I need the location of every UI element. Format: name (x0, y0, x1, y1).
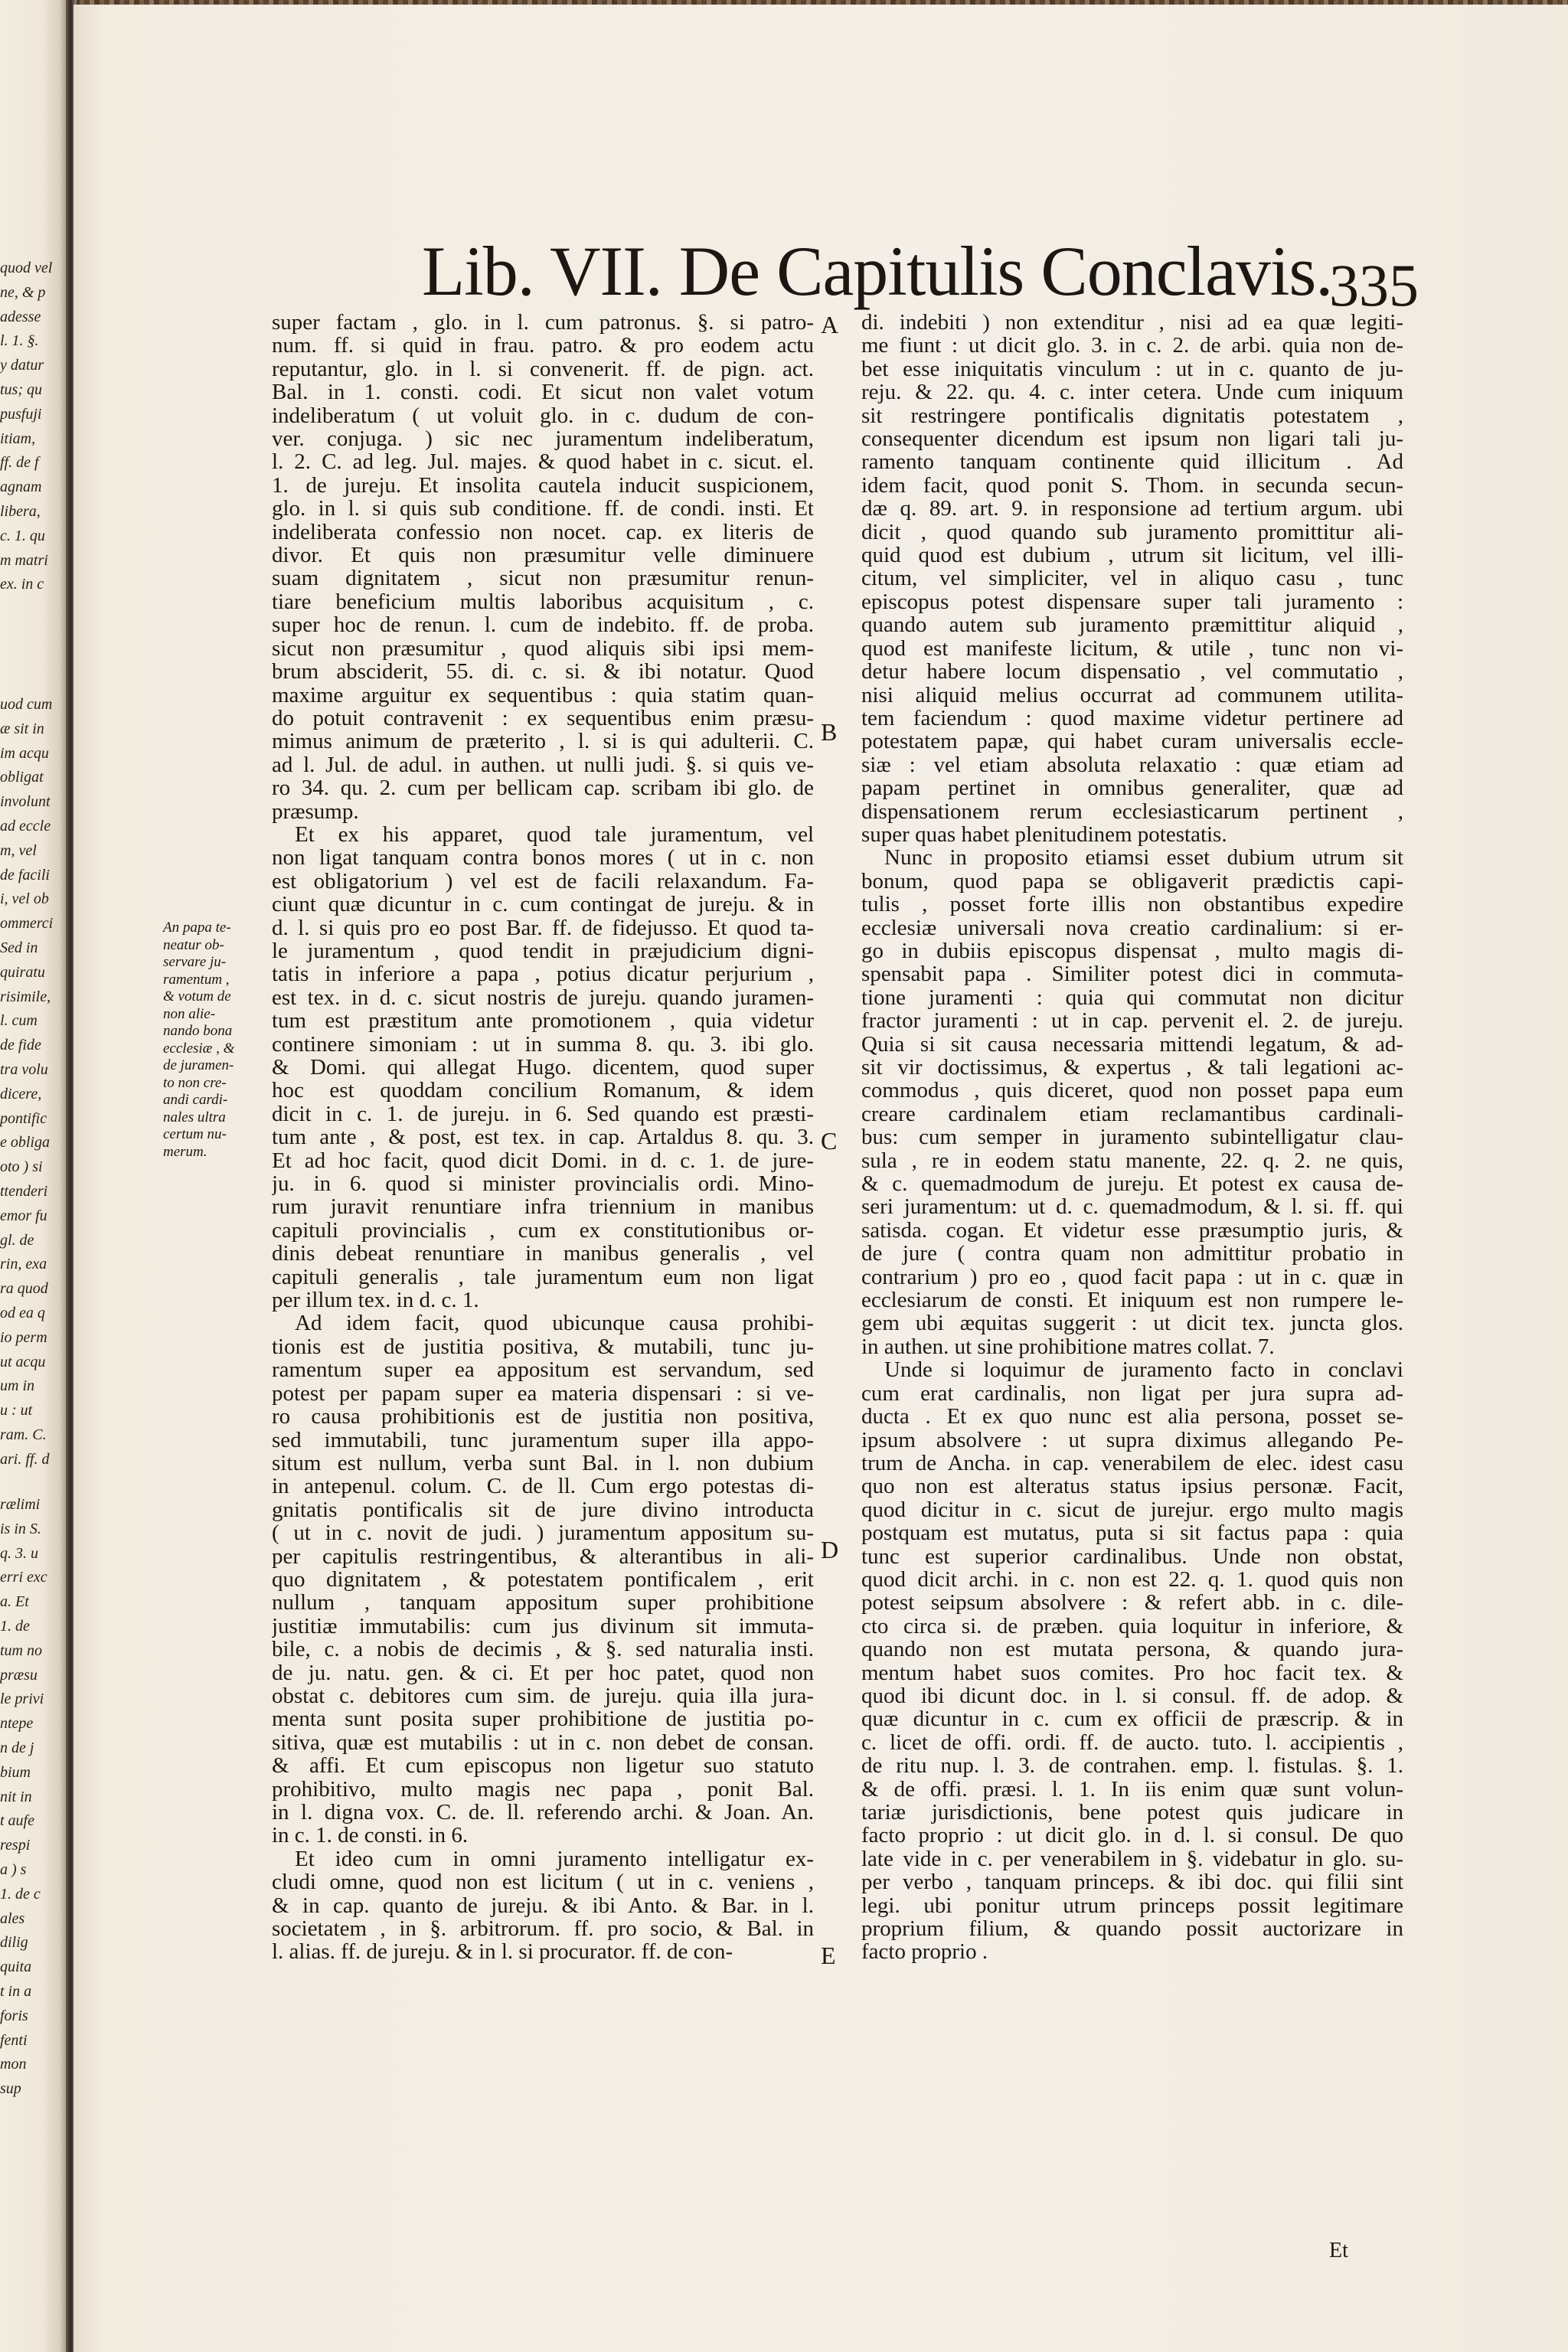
text-line: tatis in inferiore a papa , potius dicatur perjurium , (272, 962, 814, 986)
facing-page-fragment: ram. C. (0, 1426, 47, 1443)
text-line: dicit , quod quando sub juramento promittitur ali- (861, 520, 1403, 544)
facing-page-fragment: ari. ff. d (0, 1450, 50, 1468)
text-line: le juramentum , quod tendit in præjudicium digni- (272, 939, 814, 963)
text-line: dicit in c. 1. de jureju. in 6. Sed quando est præsti- (272, 1102, 814, 1126)
text-line: ramentum super ea appositum est servandum, sed (272, 1358, 814, 1382)
text-line: maxime arguitur ex sequentibus : quia statim quan- (272, 683, 814, 707)
facing-page-fragment: foris (0, 2007, 28, 2024)
text-line: trum de Ancha. in cap. venerabilem de elec. idest casu (861, 1451, 1403, 1475)
page-number: 335 (1329, 252, 1419, 318)
text-line: facto proprio . (861, 1940, 988, 1964)
text-line: consequenter dicendum est ipsum non ligari tali ju- (861, 427, 1403, 451)
facing-page-fragment: emor fu (0, 1207, 47, 1224)
text-line: hoc est quoddam concilium Romanum, & idem (272, 1079, 814, 1102)
facing-page-fragment: i, vel ob (0, 890, 49, 908)
text-line: ecclesiarum de consti. Et iniquum est non rumpere le- (861, 1289, 1403, 1312)
text-line: mentum habet suos comites. Pro hoc facit tex. & (861, 1661, 1403, 1684)
text-line: quod ibi dicunt doc. in l. si consul. ff. de adop. & (861, 1684, 1403, 1708)
text-line: sicut non præsumitur , quod aliquis sibi ipsi mem- (272, 636, 814, 661)
text-line: num. ff. si quid in frau. patro. & pro eodem actu (272, 334, 814, 358)
text-line: ju. in 6. quod si minister provincialis ordi. Mino- (272, 1172, 814, 1196)
facing-page-edge (0, 0, 70, 2352)
facing-page-fragment: oto ) si (0, 1158, 43, 1176)
marginal-note-line: certum nu- (163, 1126, 227, 1142)
marginal-note-line: nando bona (163, 1023, 233, 1039)
text-line: glo. in l. si quis sub conditione. ff. de condi. insti. Et (272, 497, 814, 521)
text-line: in c. 1. de consti. in 6. (272, 1824, 469, 1847)
text-line: continere simoniam : ut in summa 8. qu. 3. ibi glo. (272, 1032, 814, 1056)
text-line: cludi omne, quod non est licitum ( ut in c. veniens , (272, 1870, 814, 1894)
text-line: quæ dicuntur in c. cum ex officii de præscrip. & in (861, 1707, 1403, 1731)
facing-page-fragment: e obliga (0, 1134, 50, 1152)
text-line: ( ut in c. novit de judi. ) juramentum appositum su- (272, 1521, 814, 1545)
text-line: facto proprio : ut dicit glo. in d. l. si consul. De quo (861, 1824, 1403, 1847)
text-line: potest per papam super ea materia dispensari : si ve- (272, 1381, 814, 1406)
facing-page-fragment: ales (0, 1909, 25, 1927)
facing-page-fragment: præsu (0, 1666, 38, 1684)
text-line: tunc est superior cardinalibus. Unde non obstat, (861, 1544, 1403, 1568)
text-line: suam dignitatem , sicut non præsumitur renun- (272, 567, 814, 590)
facing-page-fragment: mon (0, 2056, 27, 2073)
text-line: quod dicit archi. in c. non est 22. q. 1. quod quis non (861, 1567, 1403, 1592)
text-line: mimus animum de præterito , l. si is qui adulterii. C. (272, 730, 814, 753)
text-line: dæ q. 89. art. 9. in responsione ad tertium argum. ubi (861, 497, 1403, 521)
marginal-note-line: servare ju- (163, 954, 227, 970)
text-line: quod dicitur in c. sicut de jurejur. ergo multo magis (861, 1498, 1403, 1522)
facing-page-fragment: ut acqu (0, 1353, 46, 1370)
text-line: sit vir doctissimus, & expertus , & tali legationi ac- (861, 1056, 1403, 1080)
text-line: l. 2. C. ad leg. Jul. majes. & quod habet in c. sicut. el. (272, 450, 814, 474)
text-line: ro 34. qu. 2. cum per bellicam cap. scribam ibi glo. de (272, 776, 814, 800)
facing-page-fragment: ff. de f (0, 454, 39, 472)
facing-page-fragment: quod vel (0, 260, 53, 276)
text-line: papam pertinet in omnibus generaliter, quæ ad (861, 776, 1403, 800)
book-page (74, 5, 1568, 2352)
text-line: & c. quemadmodum de jureju. Et potest ex causa de- (861, 1172, 1403, 1196)
marginal-note-line: nales ultra (163, 1109, 226, 1125)
text-line: do potuit contravenit : ex sequentibus enim præsu- (272, 706, 814, 730)
text-line: brum absciderit, 55. di. c. si. & ibi notatur. Quod (272, 660, 814, 684)
facing-page-fragment: 1. de (0, 1618, 30, 1635)
text-line: obstat c. debitores cum sim. de jureju. quia illa jura- (272, 1684, 814, 1708)
marginal-note-line: merum. (163, 1143, 207, 1160)
facing-page-fragment: m, vel (0, 841, 37, 859)
text-line: nisi aliquid melius occurrat ad communem utilita- (861, 683, 1403, 707)
text-line: d. l. si quis pro eo post Bar. ff. de fidejusso. Et quod ta- (272, 916, 814, 939)
facing-page-fragment: rin, exa (0, 1256, 47, 1273)
text-line: & in cap. quanto de jureju. & ibi Anto. & Bar. in l. (272, 1893, 814, 1918)
text-line: de jure ( contra quam non admittitur probatio in (861, 1242, 1403, 1266)
text-line: Ad idem facit, quod ubicunque causa prohibi- (295, 1312, 814, 1335)
text-line: late vide in c. per venerabilem in §. videbatur in glo. su- (861, 1847, 1403, 1871)
section-marker-b: B (821, 718, 838, 746)
text-line: satisda. cogan. Et videtur esse præsumptio juris, & (861, 1218, 1403, 1243)
text-line: indeliberatum ( ut voluit glo. in c. dudum de con- (272, 403, 814, 428)
text-line: me fiunt : ut dicit glo. 3. in c. 2. de arbi. quia non de- (861, 334, 1403, 358)
text-line: quid quod est dubium , utrum sit licitum, vel illi- (861, 544, 1403, 567)
facing-page-fragment: rælimi (0, 1496, 41, 1513)
text-line: tum est præstitum ante promotionem , quia videtur (272, 1009, 814, 1033)
facing-page-fragment: m matri (0, 551, 48, 569)
marginal-note-line: ecclesiæ , & (163, 1040, 235, 1057)
facing-page-fragment: erri exc (0, 1569, 47, 1586)
text-line: rum juravit renuntiare infra triennium in manibus (272, 1195, 814, 1219)
text-line: Bal. in 1. consti. codi. Et sicut non valet votum (272, 381, 814, 404)
facing-page-fragment: adesse (0, 308, 41, 325)
text-line: tiare beneficium multis laboribus acquisitum , c. (272, 590, 814, 614)
marginal-note-line: An papa te- (163, 920, 231, 936)
facing-page-fragment: quita (0, 1958, 32, 1976)
text-line: non ligat tanquam contra bonos mores ( ut in c. non (272, 846, 814, 870)
text-line: cum erat cardinalis, non ligat per jura supra ad- (861, 1381, 1403, 1406)
text-line: quo non est alteratus status ipsius personæ. Facit, (861, 1475, 1403, 1498)
facing-page-fragment: is in S. (0, 1520, 41, 1537)
text-line: c. licet de offi. ordi. ff. de aucto. tuto. l. accipientis , (861, 1730, 1403, 1755)
text-line: divor. Et quis non præsumitur velle diminuere (272, 544, 814, 567)
text-line: detur habere locum dispensatio , vel commutatio , (861, 660, 1403, 684)
section-marker-a: A (821, 311, 839, 338)
text-line: indeliberata confessio non nocet. cap. ex literis de (272, 520, 814, 544)
text-line: super quas habet plenitudinem potestatis. (861, 822, 1227, 847)
facing-page-fragment: ttenderi (0, 1183, 48, 1200)
facing-page-fragment: nit in (0, 1788, 32, 1805)
text-line: Et ad hoc facit, quod dicit Domi. in d. c. 1. de jure- (272, 1148, 814, 1173)
facing-page-fragment: tus; qu (0, 381, 42, 398)
facing-page-fragment: quiratu (0, 963, 45, 981)
text-line: ro causa prohibitionis est de justitia non positiva, (272, 1405, 814, 1429)
text-line: tum ante , & post, est tex. in cap. Artaldus 8. qu. 3. (272, 1125, 814, 1149)
text-line: in l. digna vox. C. de. ll. referendo archi. & Joan. An. (272, 1801, 814, 1824)
text-line: siæ : vel etiam absoluta relaxatio : quæ etiam ad (861, 753, 1403, 777)
text-line: ecclesiæ universali nova creatio cardinalium: si er- (861, 916, 1403, 939)
text-line: societatem , in §. arbitrorum. ff. pro socio, & Bal. in (272, 1917, 814, 1941)
facing-page-fragment: pontific (0, 1109, 47, 1127)
facing-page-fragment: um in (0, 1377, 34, 1395)
facing-page-fragment: agnam (0, 479, 42, 496)
facing-page-fragment: t aufe (0, 1812, 34, 1830)
text-line: Nunc in proposito etiamsi esset dubium utrum sit (884, 846, 1403, 870)
text-line: postquam est mutatus, puta si sit factus papa : quia (861, 1521, 1403, 1545)
facing-page-fragment: de fide (0, 1037, 41, 1054)
text-line: tariæ jurisdictionis, bene potest quis judicare in (861, 1801, 1403, 1824)
text-line: legi. ubi ponitur utrum princeps possit legitimare (861, 1893, 1403, 1918)
text-line: est tex. in d. c. sicut nostris de jureju. quando juramen- (272, 985, 814, 1010)
text-line: tione juramenti : quia qui commutat non dicitur (861, 985, 1403, 1010)
section-marker-d: D (821, 1536, 839, 1563)
facing-page-fragment: q. 3. u (0, 1544, 38, 1562)
facing-page-fragment: im acqu (0, 744, 49, 762)
text-line: per capitulis restringentibus, & alterantibus in ali- (272, 1544, 814, 1568)
facing-page-fragment: dicere, (0, 1085, 42, 1102)
text-line: menta sunt posita super prohibitione de justitia po- (272, 1707, 814, 1731)
text-line: ad l. Jul. de adul. in authen. ut nulli judi. §. si quis ve- (272, 753, 814, 777)
running-head: Lib. VII. De Capitulis Conclavis. (422, 232, 1333, 310)
marginal-note-line: neatur ob- (163, 936, 224, 953)
facing-page-fragment: pusfuji (0, 405, 42, 423)
text-line: Et ex his apparet, quod tale juramentum, vel (295, 822, 814, 847)
text-line: episcopus potest dispensare super tali juramento : (861, 590, 1403, 614)
facing-page-fragment: le privi (0, 1690, 44, 1708)
facing-page-fragment: u : ut (0, 1402, 33, 1419)
text-line: in antepenul. colum. C. de ll. Cum ergo potestas di- (272, 1475, 814, 1498)
text-line: creare cardinalem etiam reclamantibus cardinali- (861, 1102, 1403, 1126)
text-line: Et ideo cum in omni juramento intelligatur ex- (295, 1847, 814, 1871)
text-line: bile, c. a nobis de decimis , & §. sed naturalia insti. (272, 1638, 814, 1661)
facing-page-fragment: Sed in (0, 939, 38, 956)
facing-page-fragment: 1. de c (0, 1885, 41, 1903)
text-line: bonum, quod papa se obligaverit prædictis capi- (861, 869, 1403, 893)
text-line: dinis debeat renuntiare in manibus generalis , vel (272, 1242, 814, 1266)
text-line: nullum , tanquam appositum super prohibitione (272, 1591, 814, 1615)
facing-page-fragment: ra quod (0, 1280, 48, 1298)
facing-page-fragment: l. 1. §. (0, 332, 39, 350)
section-marker-e: E (821, 1942, 836, 1969)
facing-page-fragment: æ sit in (0, 720, 44, 737)
facing-page-fragment: y datur (0, 357, 44, 374)
text-line: capituli provincialis , cum ex constitutionibus or- (272, 1218, 814, 1243)
text-line: est obligatorium ) vel est de facili relaxandum. Fa- (272, 869, 814, 893)
text-line: tionis est de justitia positiva, & mutabili, tunc ju- (272, 1334, 814, 1359)
facing-page-fragment: l. cum (0, 1012, 38, 1030)
text-line: & Domi. qui allegat Hugo. dicentem, quod super (272, 1056, 814, 1080)
text-line: potestatem papæ, qui habet curam universalis eccle- (861, 730, 1403, 753)
text-line: citum, vel simpliciter, vel in aliquo casu , tunc (861, 567, 1403, 590)
section-marker-c: C (821, 1127, 838, 1155)
facing-page-fragment: a ) s (0, 1861, 27, 1878)
text-line: reju. & 22. qu. 4. c. inter cetera. Unde cum iniquum (861, 381, 1403, 404)
text-line: & affi. Et cum episcopus non ligetur suo statuto (272, 1754, 814, 1778)
facing-page-fragment: a. Et (0, 1593, 29, 1611)
text-line: quando non est mutata persona, & quando jura- (861, 1638, 1403, 1661)
facing-page-fragment: bium (0, 1763, 31, 1781)
text-line: quo dignitatem , & potestatem pontificalem , erit (272, 1567, 814, 1592)
text-line: dispensationem rerum ecclesiasticarum pertinent , (861, 799, 1403, 823)
text-line: ver. conjuga. ) sic nec juramentum indeliberatum, (272, 427, 814, 451)
text-line: per verbo , tanquam princeps. & ibi doc. qui filii sint (861, 1870, 1403, 1894)
text-line: gem ubi æquitas suggerit : ut dicit tex. juncta glos. (861, 1312, 1403, 1335)
facing-page-fragment: n de j (0, 1740, 34, 1756)
catchword: Et (1329, 2239, 1348, 2262)
marginal-note-line: andi cardi- (163, 1092, 228, 1108)
facing-page-fragment: uod cum (0, 696, 53, 713)
text-line: ipsum absolvere : ut supra diximus allegando Pe- (861, 1428, 1403, 1452)
facing-page-fragment: ntepe (0, 1715, 34, 1733)
text-line: per illum tex. in d. c. 1. (272, 1289, 479, 1312)
text-line: prohibitivo, multo magis nec papa , ponit Bal. (272, 1777, 814, 1801)
text-line: tem faciendum : quod maxime videtur pertinere ad (861, 706, 1403, 730)
facing-page-fragment: od ea q (0, 1305, 45, 1321)
text-line: cto circa si. de præben. quia loquitur in inferiore, & (861, 1614, 1403, 1638)
text-line: ducta . Et ex quo nunc est alia persona, posset se- (861, 1405, 1403, 1429)
right-column (861, 311, 1403, 1964)
facing-page-fragment: involunt (0, 793, 51, 811)
left-column (272, 311, 814, 1964)
marginal-note-line: & votum de (163, 988, 231, 1004)
text-line: bet esse iniquitatis vinculum : ut in c. quanto de ju- (861, 357, 1403, 381)
facing-page-fragment: io perm (0, 1328, 47, 1346)
facing-page-fragment: de facili (0, 866, 50, 884)
facing-page-fragment: ad eccle (0, 818, 51, 835)
text-line: capituli generalis , tale juramentum eum non ligat (272, 1265, 814, 1289)
text-line: gnitatis pontificalis sit de jure divino introducta (272, 1498, 814, 1522)
facing-page-fragment: sup (0, 2080, 21, 2098)
text-line: reputantur, glo. in l. si convenerit. ff. de pign. act. (272, 357, 814, 381)
text-line: spensabit papa . Similiter potest dici in commuta- (861, 962, 1403, 986)
text-line: commodus , quis diceret, quod non posset papa eum (861, 1079, 1403, 1102)
text-line: quando autem sub juramento præmittitur aliquid , (861, 613, 1403, 637)
text-line: l. alias. ff. de jureju. & in l. si procurator. ff. de con- (272, 1940, 733, 1964)
text-line: seri juramentum: ut d. c. quemadmodum, & l. si. ff. qui (861, 1195, 1403, 1219)
text-line: idem facit, quod ponit S. Thom. in secunda secun- (861, 473, 1403, 498)
facing-page-fragment: itiam, (0, 430, 36, 447)
text-line: Unde si loquimur de juramento facto in conclavi (884, 1358, 1403, 1382)
facing-page-fragment: gl. de (0, 1231, 34, 1249)
marginal-note-line: non alie- (163, 1005, 216, 1022)
facing-page-fragment: tum no (0, 1642, 42, 1659)
text-line: sula , re in eodem statu manente, 22. q. 2. ne quis, (861, 1148, 1403, 1173)
text-line: go in dubiis episcopus dispensat , multo magis di- (861, 939, 1403, 963)
facing-page-fragment: ex. in c (0, 576, 44, 593)
text-line: 1. de jureju. Et insolita cautela inducit suspicionem, (272, 473, 814, 498)
marginal-note-line: de juramen- (163, 1057, 234, 1073)
facing-page-fragment: t in a (0, 1983, 32, 2000)
facing-page-fragment: fenti (0, 2031, 28, 2049)
text-line: sit restringere pontificalis dignitatis potestatem , (861, 403, 1403, 428)
marginal-note-line: ramentum , (163, 971, 230, 988)
facing-page-fragment: obligat (0, 769, 44, 786)
text-line: Quia si sit causa necessaria mittendi legatum, & ad- (861, 1032, 1403, 1056)
marginal-note (163, 920, 255, 1161)
facing-page-fragment: dilig (0, 1934, 28, 1952)
facing-page-fragment: ommerci (0, 915, 54, 933)
text-line: potest seipsum absolvere : & refert abb. in c. dile- (861, 1591, 1403, 1615)
text-line: in authen. ut sine prohibitione matres collat. 7. (861, 1334, 1275, 1359)
text-line: de ritu nup. l. 3. de contrahen. emp. l. fistulas. §. 1. (861, 1754, 1403, 1778)
facing-page-fragment: tra volu (0, 1061, 48, 1078)
text-line: de ju. natu. gen. & ci. Et per hoc patet, quod non (272, 1661, 814, 1684)
text-line: situm est nullum, verba sunt Bal. in l. non dubium (272, 1451, 814, 1475)
text-line: super factam , glo. in l. cum patronus. §. si patro- (272, 311, 814, 335)
text-line: præsump. (272, 799, 359, 823)
text-line: justitiæ immutabilis: cum jus divinum sit immuta- (272, 1614, 814, 1638)
text-line: super hoc de renun. l. cum de indebito. ff. de proba. (272, 613, 814, 637)
text-line: contrarium ) pro eo , quod facit papa : ut in c. quæ in (861, 1265, 1403, 1289)
text-line: sitiva, quæ est mutabilis : ut in c. non debet de consan. (272, 1730, 814, 1755)
text-line: proprium filium, & quando possit auctorizare in (861, 1917, 1403, 1941)
text-line: ramento tanquam continente quid illicitum . Ad (861, 450, 1403, 474)
text-line: bus: cum semper in juramento subintelligatur clau- (861, 1125, 1403, 1149)
facing-page-fragment: risimile, (0, 988, 51, 1005)
text-line: fractor juramenti : ut in cap. pervenit el. 2. de jureju. (861, 1009, 1403, 1033)
text-line: ciunt quæ dicuntur in c. cum contingat de jureju. & in (272, 893, 814, 916)
text-line: tulis , posset forte illis non obstantibus expedire (861, 893, 1403, 916)
text-line: & de offi. præsi. l. 1. In iis enim quæ sunt volun- (861, 1777, 1403, 1801)
facing-page-fragment: respi (0, 1837, 31, 1854)
text-line: sed immutabili, tunc juramentum super illa appo- (272, 1428, 814, 1452)
marginal-note-line: to non cre- (163, 1074, 227, 1091)
facing-page-fragment: libera, (0, 503, 41, 520)
text-line: quod est manifeste licitum, & utile , tunc non vi- (861, 636, 1403, 661)
text-line: di. indebiti ) non extenditur , nisi ad ea quæ legiti- (861, 311, 1403, 335)
facing-page-fragment: ne, & p (0, 283, 46, 301)
facing-page-fragment: c. 1. qu (0, 527, 45, 544)
